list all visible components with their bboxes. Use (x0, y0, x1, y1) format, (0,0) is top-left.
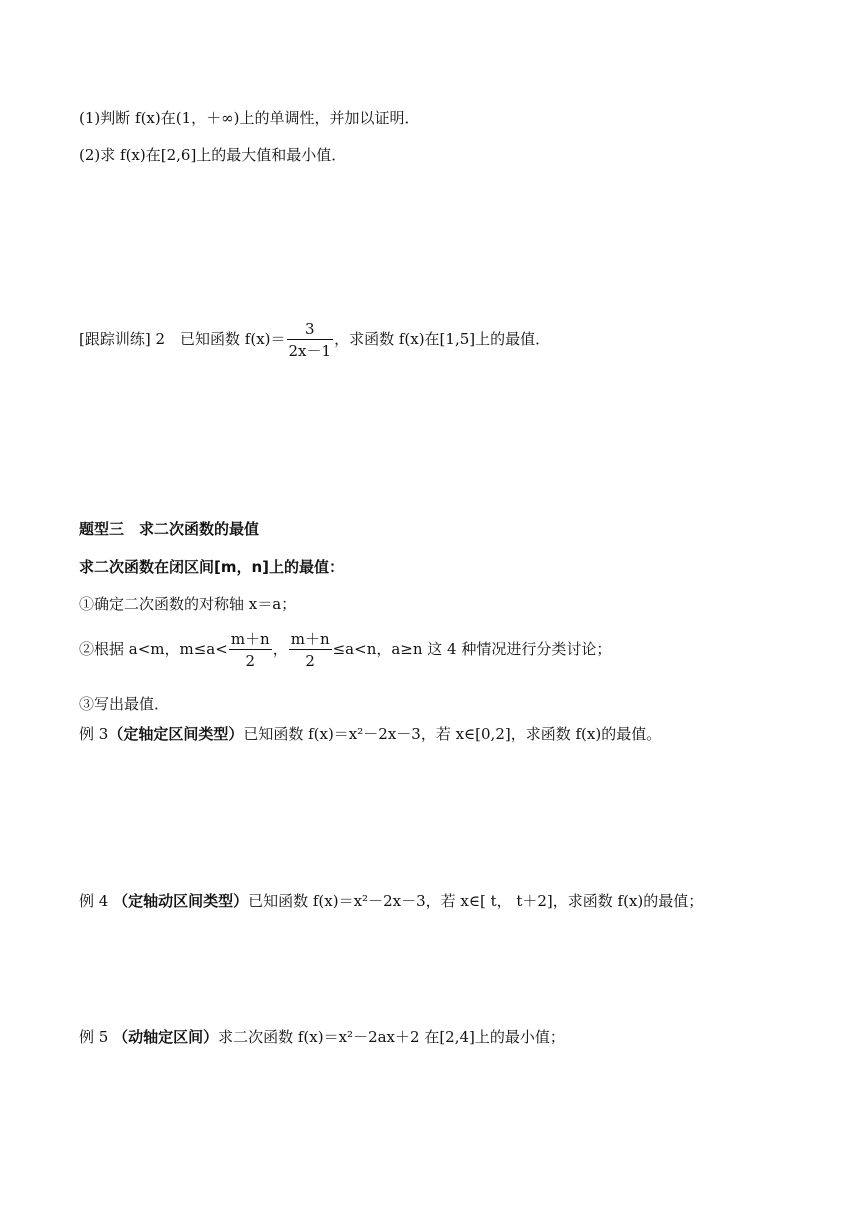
example-4-type: （定轴动区间类型） (113, 892, 249, 910)
example-3 (79, 724, 661, 744)
fraction-denominator: 2 (305, 652, 315, 670)
example-3-label: 例 3 (79, 725, 109, 743)
fraction-denominator: 2x－1 (288, 342, 332, 360)
step-2 (79, 630, 611, 670)
step-2-part-2: ≤a<n，a≥n 这 4 种情况进行分类讨论； (332, 640, 612, 658)
example-5-body: 求二次函数 f(x)＝x²－2ax＋2 在[2,4]上的最小值； (218, 1028, 565, 1046)
fraction-3-over-2x-1 (287, 320, 334, 360)
example-5 (79, 1027, 565, 1047)
example-3-body: 已知函数 f(x)＝x²－2x－3，若 x∈[0,2]，求函数 f(x)的最值。 (243, 725, 662, 743)
step-2-part-1: ②根据 a<m，m≤a< (79, 640, 228, 658)
question-2: (2)求 f(x)在[2,6]上的最大值和最小值． (79, 146, 347, 164)
follow-up-prefix: [跟踪训练] 2 已知函数 f(x)＝ (79, 330, 286, 348)
follow-up-suffix: ，求函数 f(x)在[1,5]上的最值． (334, 330, 551, 348)
example-4 (79, 891, 703, 911)
example-5-label: 例 5 (79, 1028, 114, 1046)
example-3-type: （定轴定区间类型） (108, 725, 244, 743)
step-3: ③写出最值． (79, 695, 170, 713)
fraction-m-plus-n-over-2 (289, 630, 332, 670)
method-title: 求二次函数在闭区间[m，n]上的最值： (79, 558, 345, 576)
fraction-denominator: 2 (245, 652, 256, 670)
step-2-separator: ， (272, 640, 288, 658)
follow-up-exercise-2 (79, 320, 550, 360)
example-4-body: 已知函数 f(x)＝x²－2x－3，若 x∈[ t， t＋2]，求函数 f(x)的最值； (248, 892, 704, 910)
step-1: ①确定二次函数的对称轴 x＝a； (79, 595, 297, 613)
fraction-m-plus-n-over-2 (229, 630, 272, 670)
section-title: 题型三 求二次函数的最值 (79, 520, 260, 538)
fraction-numerator: 3 (287, 320, 334, 340)
fraction-numerator: m＋n (230, 630, 270, 648)
fraction-numerator: m＋n (290, 630, 330, 648)
example-4-label: 例 4 (79, 892, 114, 910)
example-5-type: （动轴定区间） (113, 1028, 219, 1046)
question-1: (1)判断 f(x)在(1，＋∞)上的单调性，并加以证明． (79, 109, 420, 127)
